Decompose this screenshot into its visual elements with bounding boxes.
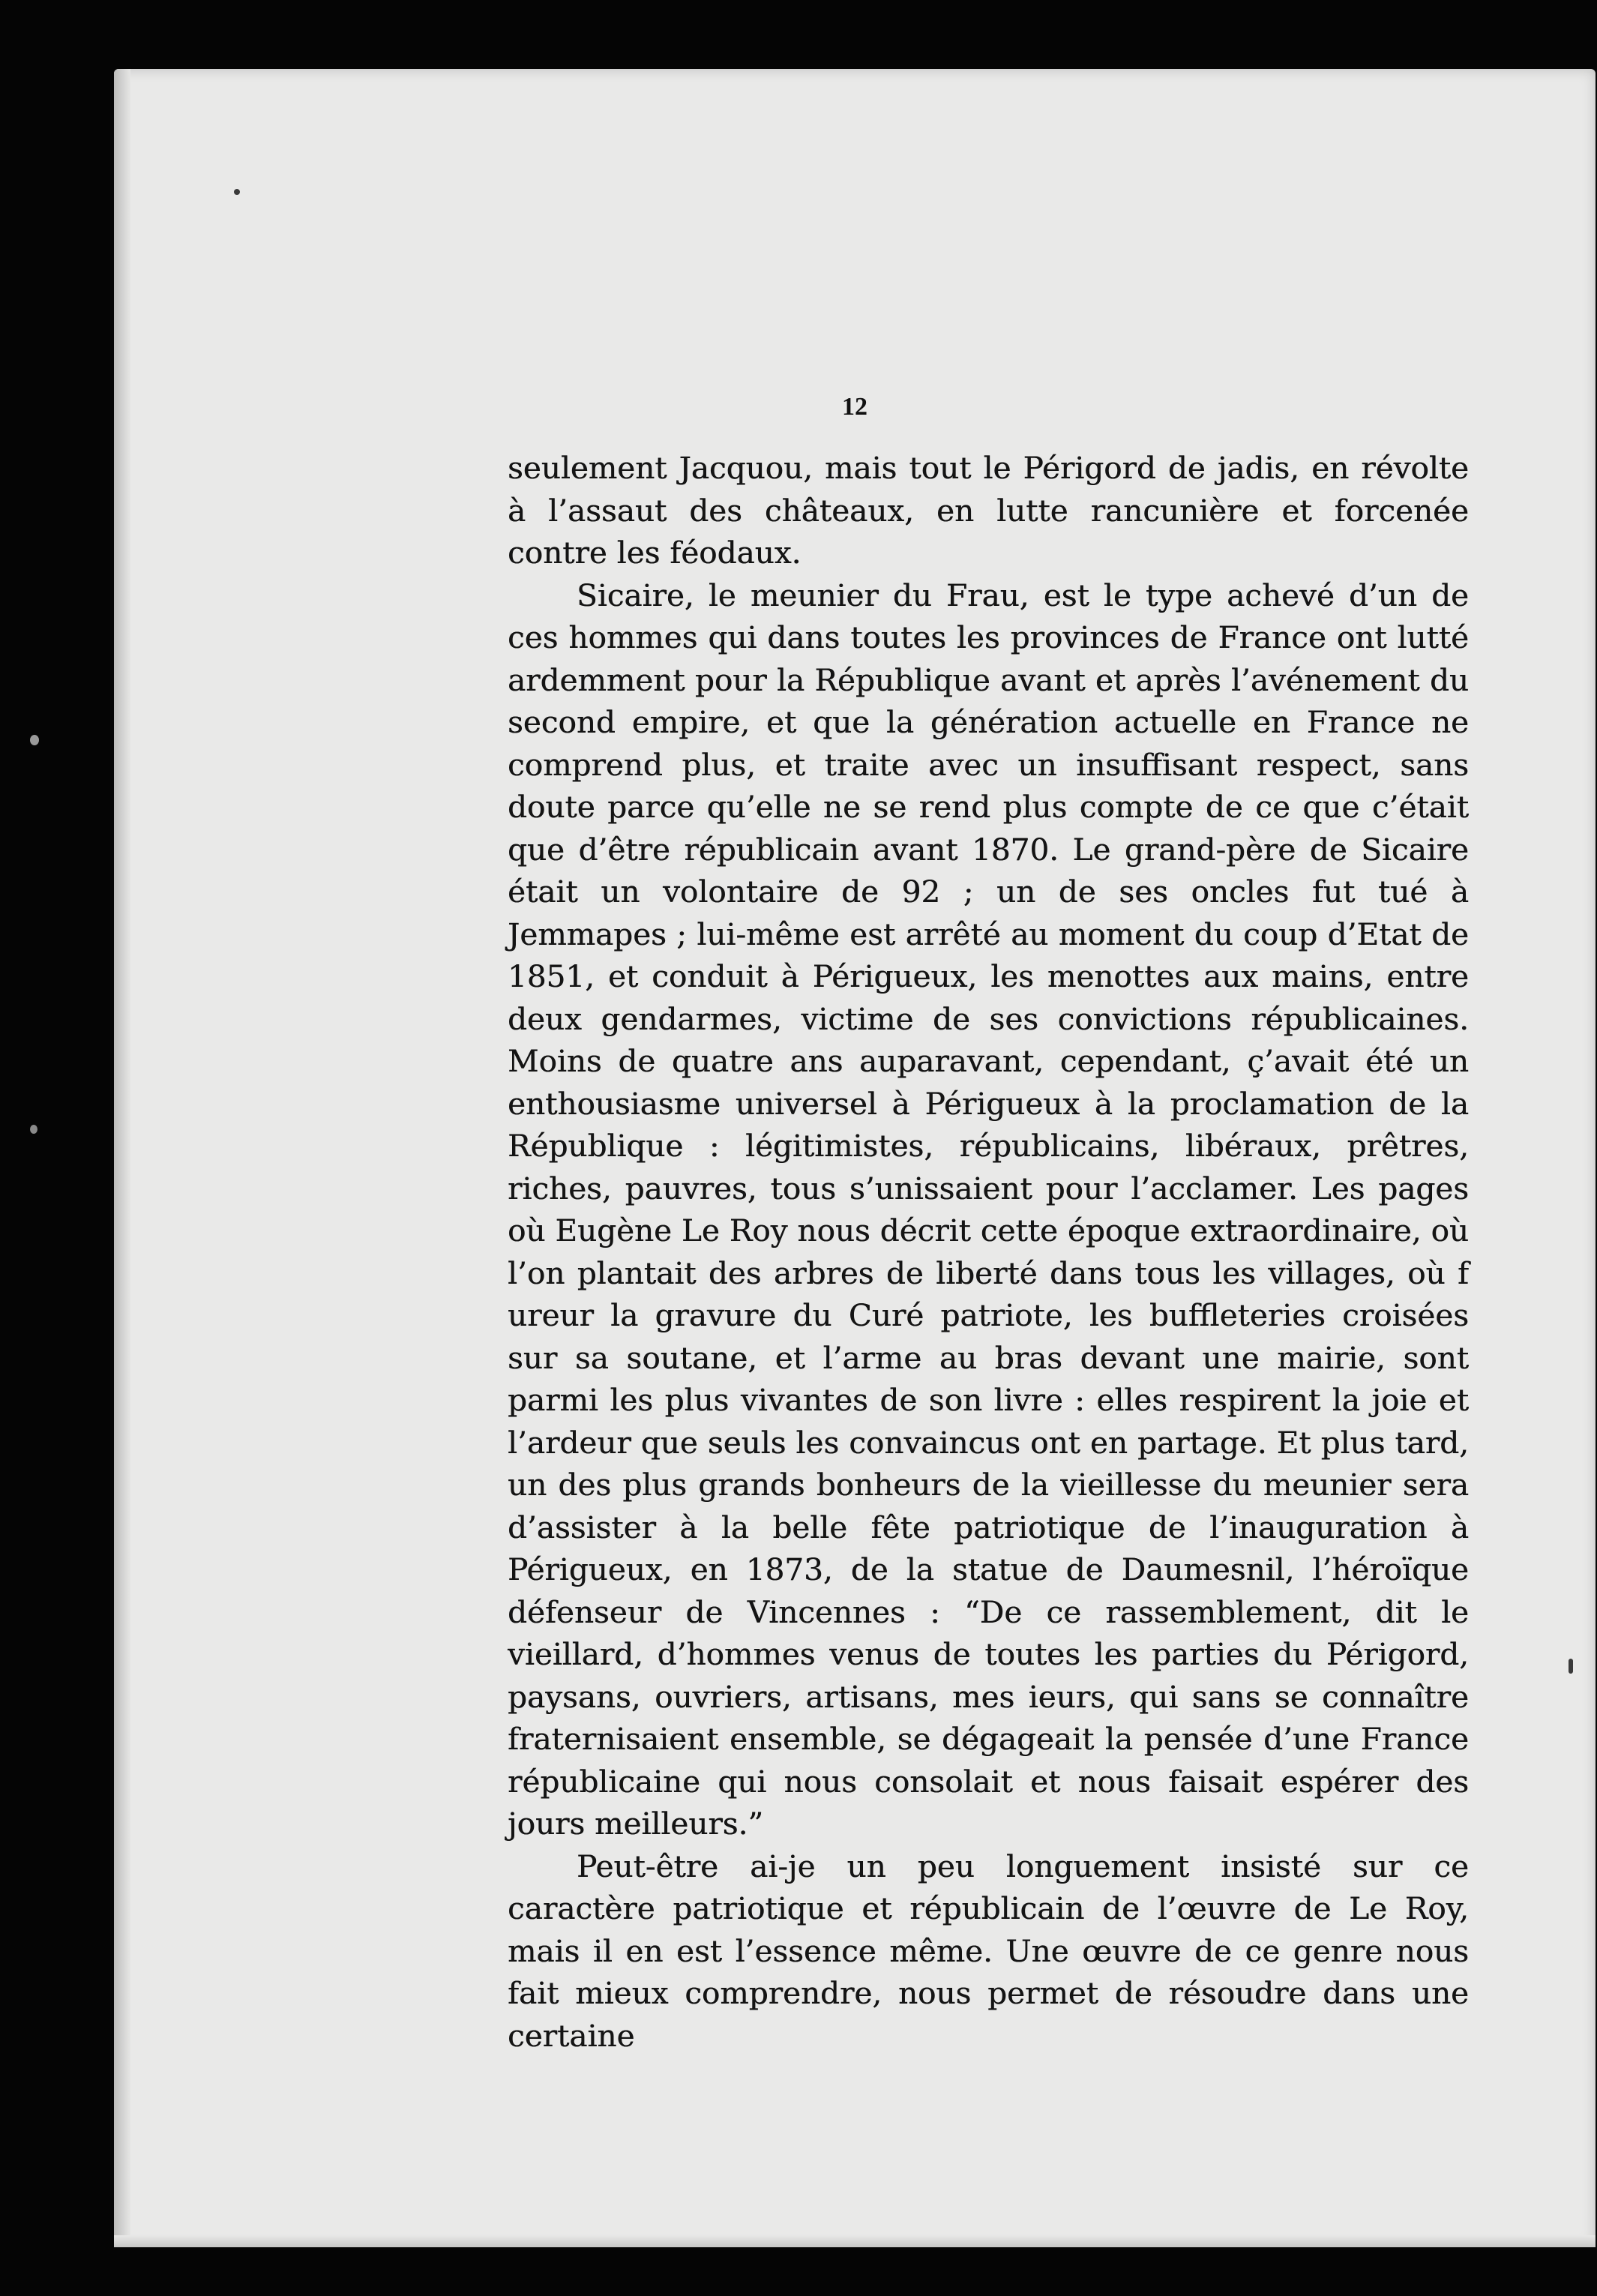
ink-speck	[1569, 1659, 1573, 1674]
page-number: 12	[842, 393, 867, 421]
ink-speck	[234, 189, 240, 195]
paragraph: seulement Jacquou, mais tout le Périgord de jadis, en révolte à l’assaut des châteaux, en lutte rancunière et forcenée contre les féodaux.	[508, 450, 1469, 571]
page-bottom-shadow	[114, 2235, 1596, 2247]
scan-artifact	[30, 735, 39, 745]
scan-artifact	[30, 1125, 37, 1134]
book-page	[114, 69, 1596, 2247]
paragraph: Sicaire, le meunier du Frau, est le type achevé d’un de ces hommes qui dans toutes les provinces de France ont lutté ardemment pour la République avant et après l’avénement du second empire, et que la génération actuelle en France ne comprend plus, et traite avec un insuffisant respect, sans doute parce qu’elle ne se rend plus compte de ce que c’était que d’être républicain avant 1870. Le grand-père de Sicaire était un volontaire de 92 ; un de ses oncles fut tué à Jemmapes ; lui-même est arrêté au moment du coup d’Etat de 1851, et conduit à Périgueux, les menottes aux mains, entre deux gendarmes, victime de ses convictions républicaines. Moins de quatre ans auparavant, cependant, ç’avait été un enthousiasme universel à Périgueux à la proclamation de la République : légitimistes, républicains, libéraux, prêtres, riches, pauvres, tous s’unissaient pour l’acclamer. Les pages où Eugène Le Roy nous décrit cette époque extraordinaire, où l’on plantait des arbres de liberté dans tous les villages, où f ureur la gravure du Curé patriote, les buffleteries croisées sur sa soutane, et l’arme au bras devant une mairie, sont parmi les plus vivantes de son livre : elles respirent la joie et l’ardeur que seuls les convaincus ont en partage. Et plus tard, un des plus grands bonheurs de la vieillesse du meunier sera d’assister à la belle fête patriotique de l’inauguration à Périgueux, en 1873, de la statue de Daumesnil, l’héroïque défenseur de Vincennes : “De ce rassemblement, dit le vieillard, d’hommes venus de toutes les parties du Périgord, paysans, ouvriers, artisans, mes ieurs, qui sans se connaître fraternisaient ensemble, se dégageait la pensée d’une France républicaine qui nous consolait et nous faisait espérer des jours meilleurs.”	[508, 577, 1469, 1842]
body-text	[508, 447, 1469, 2057]
paragraph: Peut-être ai-je un peu longuement insisté sur ce caractère patriotique et républicain de l’œuvre de Le Roy, mais il en est l’essence même. Une œuvre de ce genre nous fait mieux comprendre, nous permet de résoudre dans une certaine	[508, 1848, 1469, 2054]
